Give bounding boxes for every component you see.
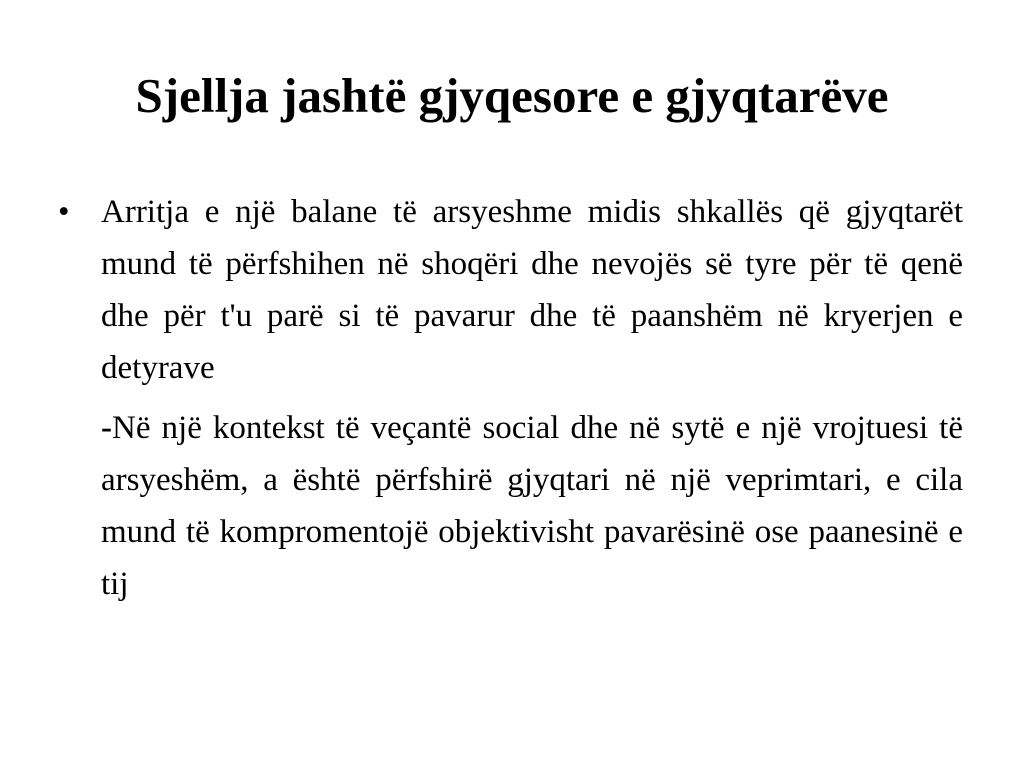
- bullet-icon: •: [58, 194, 70, 230]
- slide-title: Sjellja jashtë gjyqesore e gjyqtarëve: [135, 68, 889, 123]
- dash-marker: -: [101, 410, 112, 446]
- bullet-item: [58, 186, 963, 394]
- bullet-text: Arritja e një balane të arsyeshme midis shkallës që gjyqtarët mund të përfshihen në shoqëri dhe nevojës së tyre për të qenë dhe për t'u parë si të pavarur dhe të paanshëm në kryerjen e detyrave: [101, 194, 963, 386]
- sub-paragraph: [101, 402, 963, 610]
- slide-content: [58, 186, 963, 610]
- sub-paragraph-text: Në një kontekst të veçantë social dhe në sytë e një vrojtuesi të arsyeshëm, a është përfshirë gjyqtari në një veprimtari, e cila mund të kompromentojë objektivisht pavarësinë ose paanesinë e tij: [101, 410, 963, 602]
